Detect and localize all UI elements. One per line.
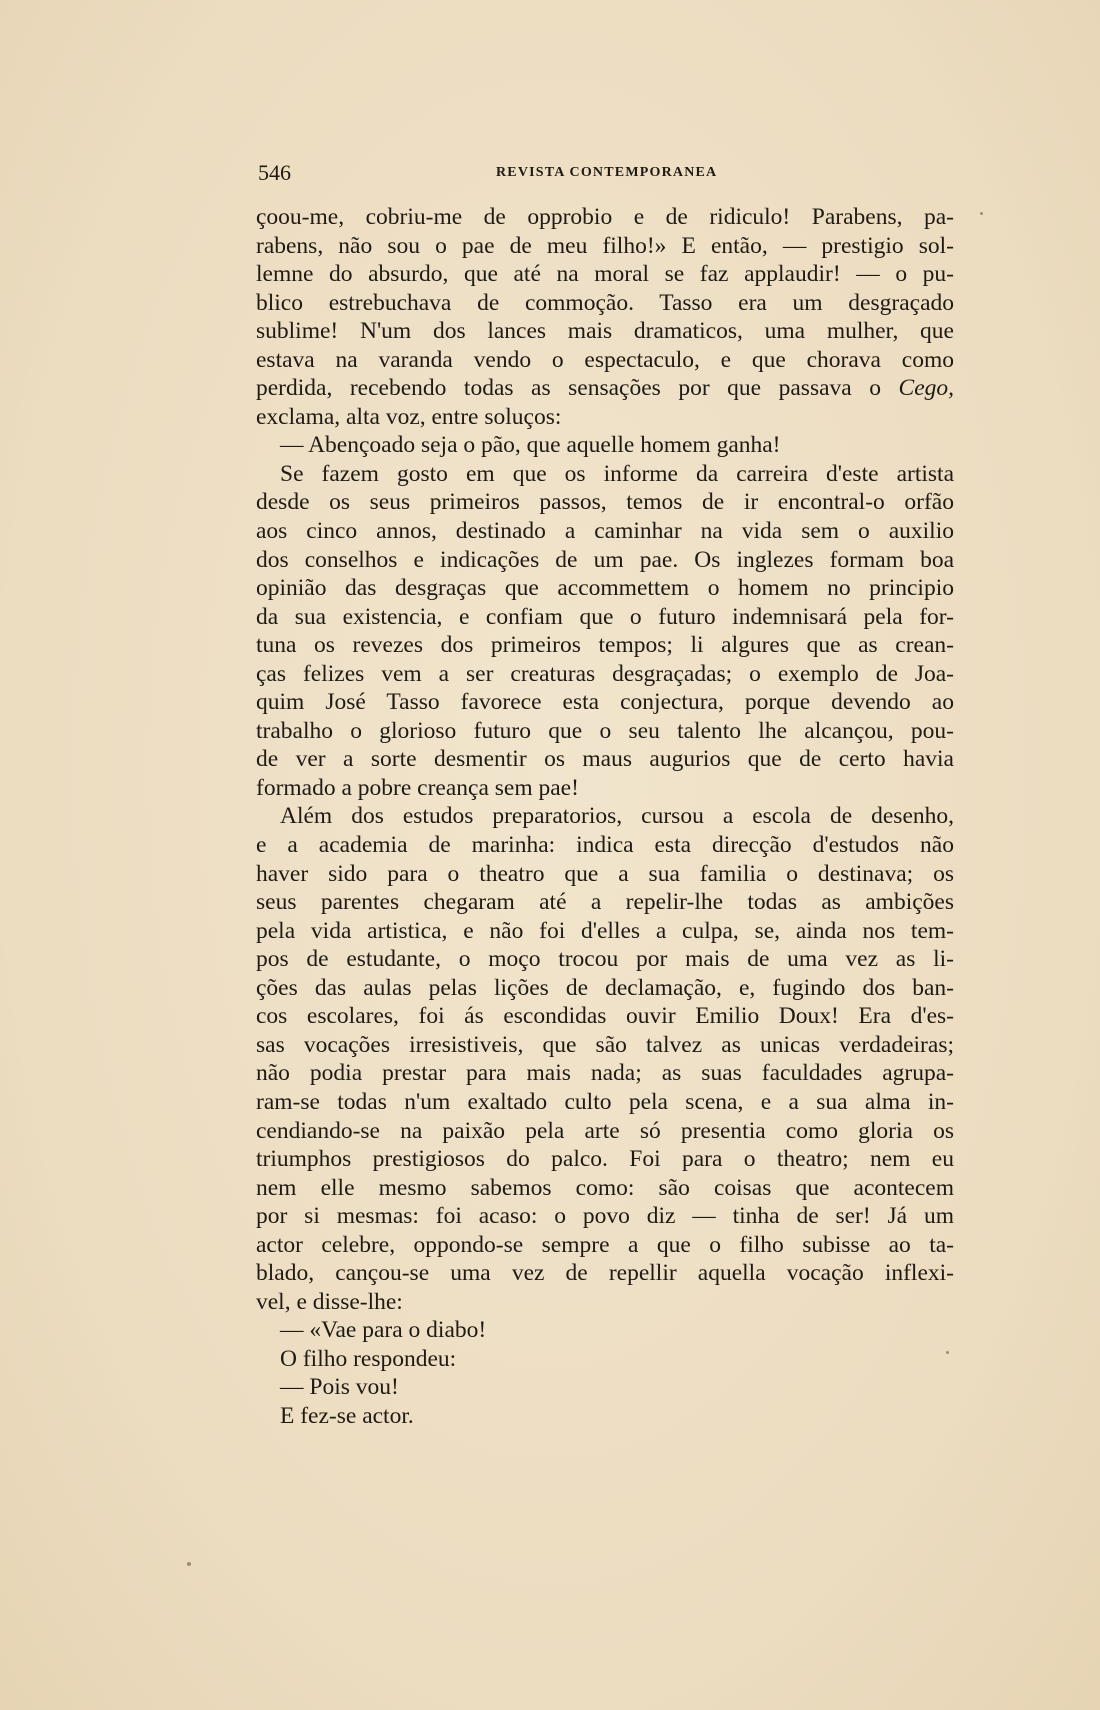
text-line: triumphos prestigiosos do palco. Foi para o theatro; nem eu	[256, 1146, 954, 1173]
text-line: nem elle mesmo sabemos como: são coisas que acontecem	[256, 1174, 954, 1201]
text-line: da sua existencia, e confiam que o futuro indemnisará pela for-	[256, 603, 954, 630]
text-line: aos cinco annos, destinado a caminhar na vida sem o auxilio	[256, 518, 954, 545]
text-line: — «Vae para o diabo!	[280, 1317, 487, 1344]
text-line: cendiando-se na paixão pela arte só presentia como gloria os	[256, 1117, 954, 1144]
text-line: rabens, não sou o pae de meu filho!» E então, — prestigio sol-	[256, 232, 954, 259]
text-line-with-italic	[256, 374, 954, 403]
body-text	[256, 203, 954, 1431]
text-line: cos escolares, foi ás escondidas ouvir Emilio Doux! Era d'es-	[256, 1003, 954, 1030]
text-line: ções das aulas pelas lições de declamação, e, fugindo dos ban-	[256, 974, 954, 1001]
text-line: por si mesmas: foi acaso: o povo diz — tinha de ser! Já um	[256, 1203, 954, 1230]
text-line: pos de estudante, o moço trocou por mais de uma vez as li-	[256, 946, 954, 973]
text-line: lemne do absurdo, que até na moral se faz applaudir! — o pu-	[256, 261, 954, 288]
text-line: — Pois vou!	[280, 1374, 399, 1401]
text-line: Se fazem gosto em que os informe da carreira d'este artista	[280, 460, 954, 487]
text-line: sublime! N'um dos lances mais dramaticos, uma mulher, que	[256, 318, 954, 345]
text-line: Além dos estudos preparatorios, cursou a escola de desenho,	[280, 803, 954, 830]
text-line: quim José Tasso favorece esta conjectura, porque devendo ao	[256, 689, 954, 716]
text-line: de ver a sorte desmentir os maus augurios que de certo havia	[256, 746, 954, 773]
text-line: pela vida artistica, e não foi d'elles a culpa, se, ainda nos tem-	[256, 917, 954, 944]
text-line: blico estrebuchava de commoção. Tasso era um desgraçado	[256, 289, 954, 316]
text-line: perdida, recebendo todas as sensações por que passava o	[256, 375, 881, 402]
text-line: haver sido para o theatro que a sua familia o destinava; os	[256, 860, 954, 887]
ink-speck	[187, 1562, 191, 1566]
text-line: actor celebre, oppondo-se sempre a que o filho subisse ao ta-	[256, 1231, 954, 1258]
text-line: estava na varanda vendo o espectaculo, e que chorava como	[256, 346, 954, 373]
ink-speck	[980, 212, 983, 215]
italic-word: Cego,	[898, 375, 954, 402]
text-line: O filho respondeu:	[280, 1345, 457, 1372]
text-line: tuna os revezes dos primeiros tempos; li algures que as crean-	[256, 632, 954, 659]
text-line: dos conselhos e indicações de um pae. Os inglezes formam boa	[256, 546, 954, 573]
text-line: não podia prestar para mais nada; as suas faculdades agrupa-	[256, 1060, 954, 1087]
text-line: — Abençoado seja o pão, que aquelle homem ganha!	[280, 432, 781, 459]
text-line: seus parentes chegaram até a repelir-lhe todas as ambições	[256, 889, 954, 916]
page-header	[258, 160, 948, 190]
text-line: blado, cançou-se uma vez de repellir aquella vocação inflexi-	[256, 1260, 954, 1287]
text-line: E fez-se actor.	[280, 1402, 414, 1429]
text-line: sas vocações irresistiveis, que são talvez as unicas verdadeiras;	[256, 1031, 954, 1058]
running-head: REVISTA CONTEMPORANEA	[496, 165, 718, 180]
text-line: trabalho o glorioso futuro que o seu talento lhe alcançou, pou-	[256, 717, 954, 744]
page-number: 546	[258, 160, 291, 185]
text-line: çoou-me, cobriu-me de opprobio e de ridiculo! Parabens, pa-	[256, 204, 954, 230]
text-line: desde os seus primeiros passos, temos de ir encontral-o orfão	[256, 489, 954, 516]
text-line: e a academia de marinha: indica esta direcção d'estudos não	[256, 832, 954, 859]
ink-speck	[946, 1351, 949, 1354]
text-line: opinião das desgraças que accommettem o homem no principio	[256, 575, 954, 602]
text-line: ças felizes vem a ser creaturas desgraçadas; o exemplo de Joa-	[256, 660, 954, 687]
text-line: vel, e disse-lhe:	[256, 1288, 403, 1315]
text-line: ram-se todas n'um exaltado culto pela scena, e a sua alma in-	[256, 1088, 954, 1115]
text-line: formado a pobre creança sem pae!	[256, 774, 579, 801]
text-line: exclama, alta voz, entre soluços:	[256, 403, 562, 430]
